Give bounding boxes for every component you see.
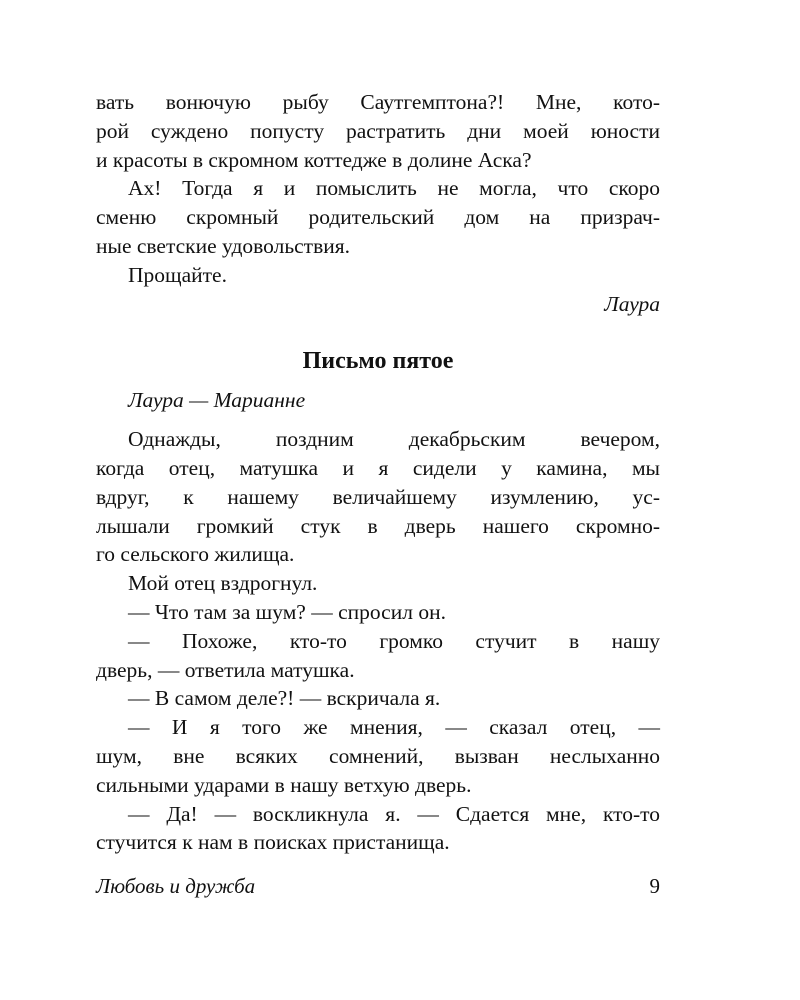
text-line: и красоты в скромном коттедже в долине Аска?: [96, 147, 532, 172]
page-footer: [96, 872, 660, 900]
text-line: вдруг, к нашему величайшему изумлению, ус-: [96, 484, 660, 509]
text-line: лышали громкий стук в дверь нашего скромно-: [96, 513, 660, 538]
dialogue-line: сильными ударами в нашу ветхую дверь.: [96, 772, 472, 797]
text-line: Мой отец вздрогнул.: [128, 571, 318, 596]
letter-salutation: Лаура — Марианне: [128, 388, 306, 413]
dialogue-line: — Да! — воскликнула я. — Сдается мне, кто-то: [128, 801, 660, 826]
dialogue-line: — Что там за шум? — спросил он.: [128, 599, 446, 624]
running-title: Любовь и дружба: [96, 874, 256, 898]
dialogue-line: — И я того же мнения, — сказал отец, —: [128, 715, 660, 740]
text-line: Ах! Тогда я и помыслить не могла, что скоро: [128, 176, 660, 201]
dialogue-line: — Похоже, кто-то громко стучит в нашу: [128, 628, 660, 653]
text-line: го сельского жилища.: [96, 542, 295, 567]
farewell-line: Прощайте.: [128, 262, 227, 287]
signature: Лаура: [604, 291, 660, 316]
text-line: когда отец, матушка и я сидели у камина, мы: [96, 455, 660, 480]
text-line: сменю скромный родительский дом на призрач-: [96, 205, 660, 230]
text-line: рой суждено попусту растратить дни моей юности: [96, 118, 660, 143]
letter-heading: Письмо пятое: [302, 348, 454, 375]
dialogue-line: шум, вне всяких сомнений, вызван неслыханно: [96, 743, 660, 768]
page-body: [96, 88, 660, 857]
page-number: 9: [649, 874, 660, 898]
text-line: ные светские удовольствия.: [96, 233, 351, 258]
dialogue-line: стучится к нам в поисках пристанища.: [96, 830, 450, 855]
dialogue-line: дверь, — ответила матушка.: [96, 657, 355, 682]
text-line: Однажды, поздним декабрьским вечером,: [128, 427, 660, 452]
dialogue-line: — В самом деле?! — вскричала я.: [128, 686, 441, 711]
text-line: вать вонючую рыбу Саутгемптона?! Мне, кото-: [96, 90, 660, 114]
